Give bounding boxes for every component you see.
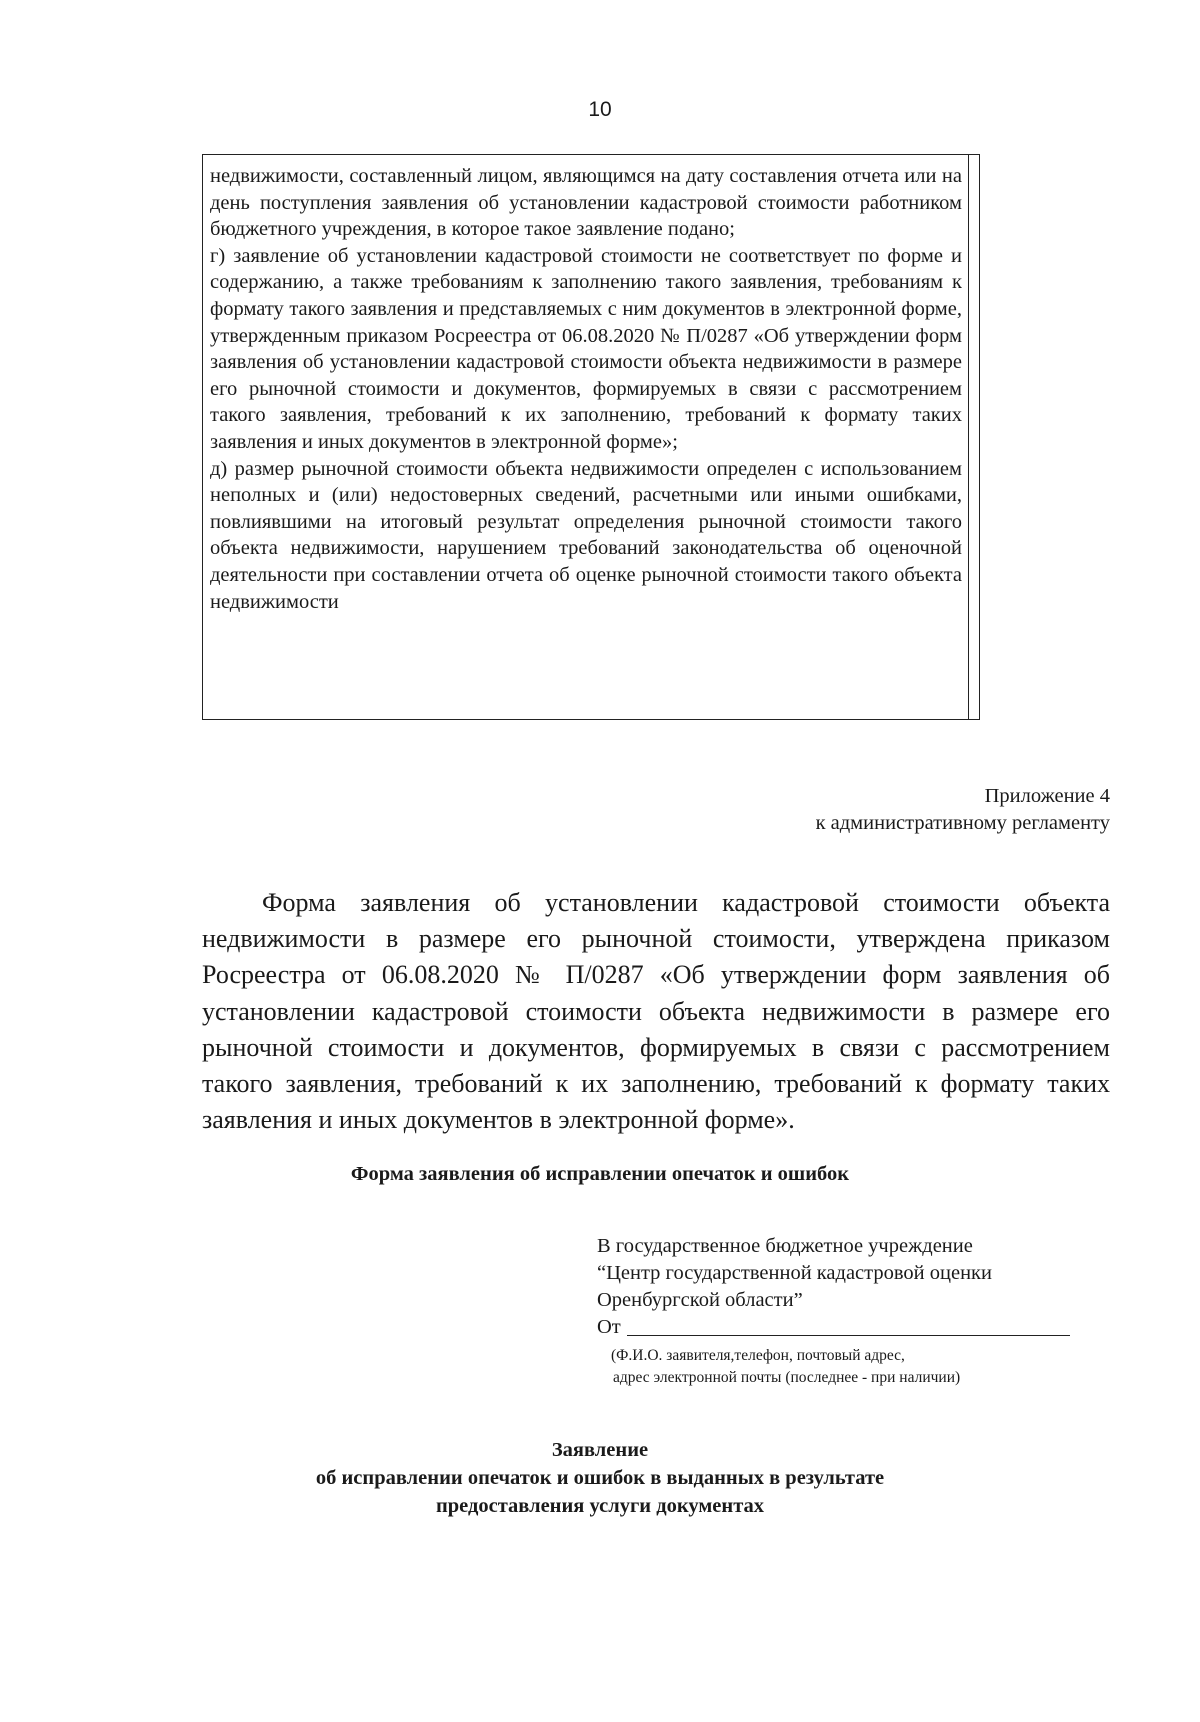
appendix-number: Приложение 4	[984, 785, 1110, 807]
addressee-block	[597, 1233, 1077, 1389]
form-title: Форма заявления об исправлении опечаток и ошибок	[350, 1163, 850, 1185]
refusal-grounds-table	[202, 154, 980, 720]
grounds-paragraph: д) размер рыночной стоимости объекта недвижимости определен с использованием неполных и (или) недостоверных сведений, расчетными или иными ошибками, повлиявшими на итоговый результат определения рыночной стоимости такого объекта недвижимости, нарушением требований законодательства об оценочной деятельности при составлении отчета об оценке рыночной стоимости такого объекта недвижимости	[210, 457, 962, 613]
page-number: 10	[588, 98, 612, 121]
empty-cell	[969, 155, 980, 720]
appendix-note	[816, 783, 1110, 837]
statement-heading	[0, 1436, 1200, 1520]
statement-subtitle: предоставления услуги документах	[435, 1495, 765, 1517]
addressee-line: В государственное бюджетное учреждение	[597, 1235, 973, 1257]
applicant-hint-line: адрес электронной почты (последнее - при наличии)	[613, 1369, 961, 1386]
from-field	[597, 1314, 1070, 1341]
applicant-hint-line: (Ф.И.О. заявителя,телефон, почтовый адрес,	[611, 1347, 905, 1364]
addressee-line: “Центр государственной кадастровой оценки	[597, 1262, 992, 1284]
grounds-text-cell	[203, 155, 969, 720]
table-row	[203, 155, 980, 720]
applicant-hint	[597, 1345, 1077, 1389]
addressee-line: Оренбургской области”	[597, 1289, 803, 1311]
statement-title: Заявление	[551, 1439, 649, 1461]
grounds-paragraph: г) заявление об установлении кадастровой стоимости не соответствует по форме и содержанию, а также требованиям к заполнению такого заявления, требованиям к формату такого заявления и представляемых с ним документов в электронной форме, утвержденным приказом Росреестра от 06.08.2020 № П/0287 «Об утверждении форм заявления об установлении кадастровой стоимости объекта недвижимости в размере его рыночной стоимости и документов, формируемых в связи с рассмотрением такого заявления, требований к их заполнению, требований к формату таких заявления и иных документов в электронной форме»;	[210, 244, 962, 453]
from-label: От	[597, 1316, 621, 1338]
appendix-reference: к административному регламенту	[815, 812, 1110, 834]
form-description: Форма заявления об установлении кадастровой стоимости объекта недвижимости в размере его рыночной стоимости, утверждена приказом Росреестра от 06.08.2020 № П/0287 «Об утверждении форм заявления об установлении кадастровой стоимости объекта недвижимости в размере его рыночной стоимости и документов, формируемых в связи с рассмотрением такого заявления, требований к их заполнению, требований к формату таких заявления и иных документов в электронной форме».	[202, 888, 1110, 1135]
statement-subtitle: об исправлении опечаток и ошибок в выданных в результате	[315, 1467, 885, 1489]
grounds-paragraph: недвижимости, составленный лицом, являющимся на дату составления отчета или на день поступления заявления об установлении кадастровой стоимости работником бюджетного учреждения, в которое такое заявление подано;	[210, 165, 962, 241]
from-blank-line	[627, 1334, 1070, 1336]
